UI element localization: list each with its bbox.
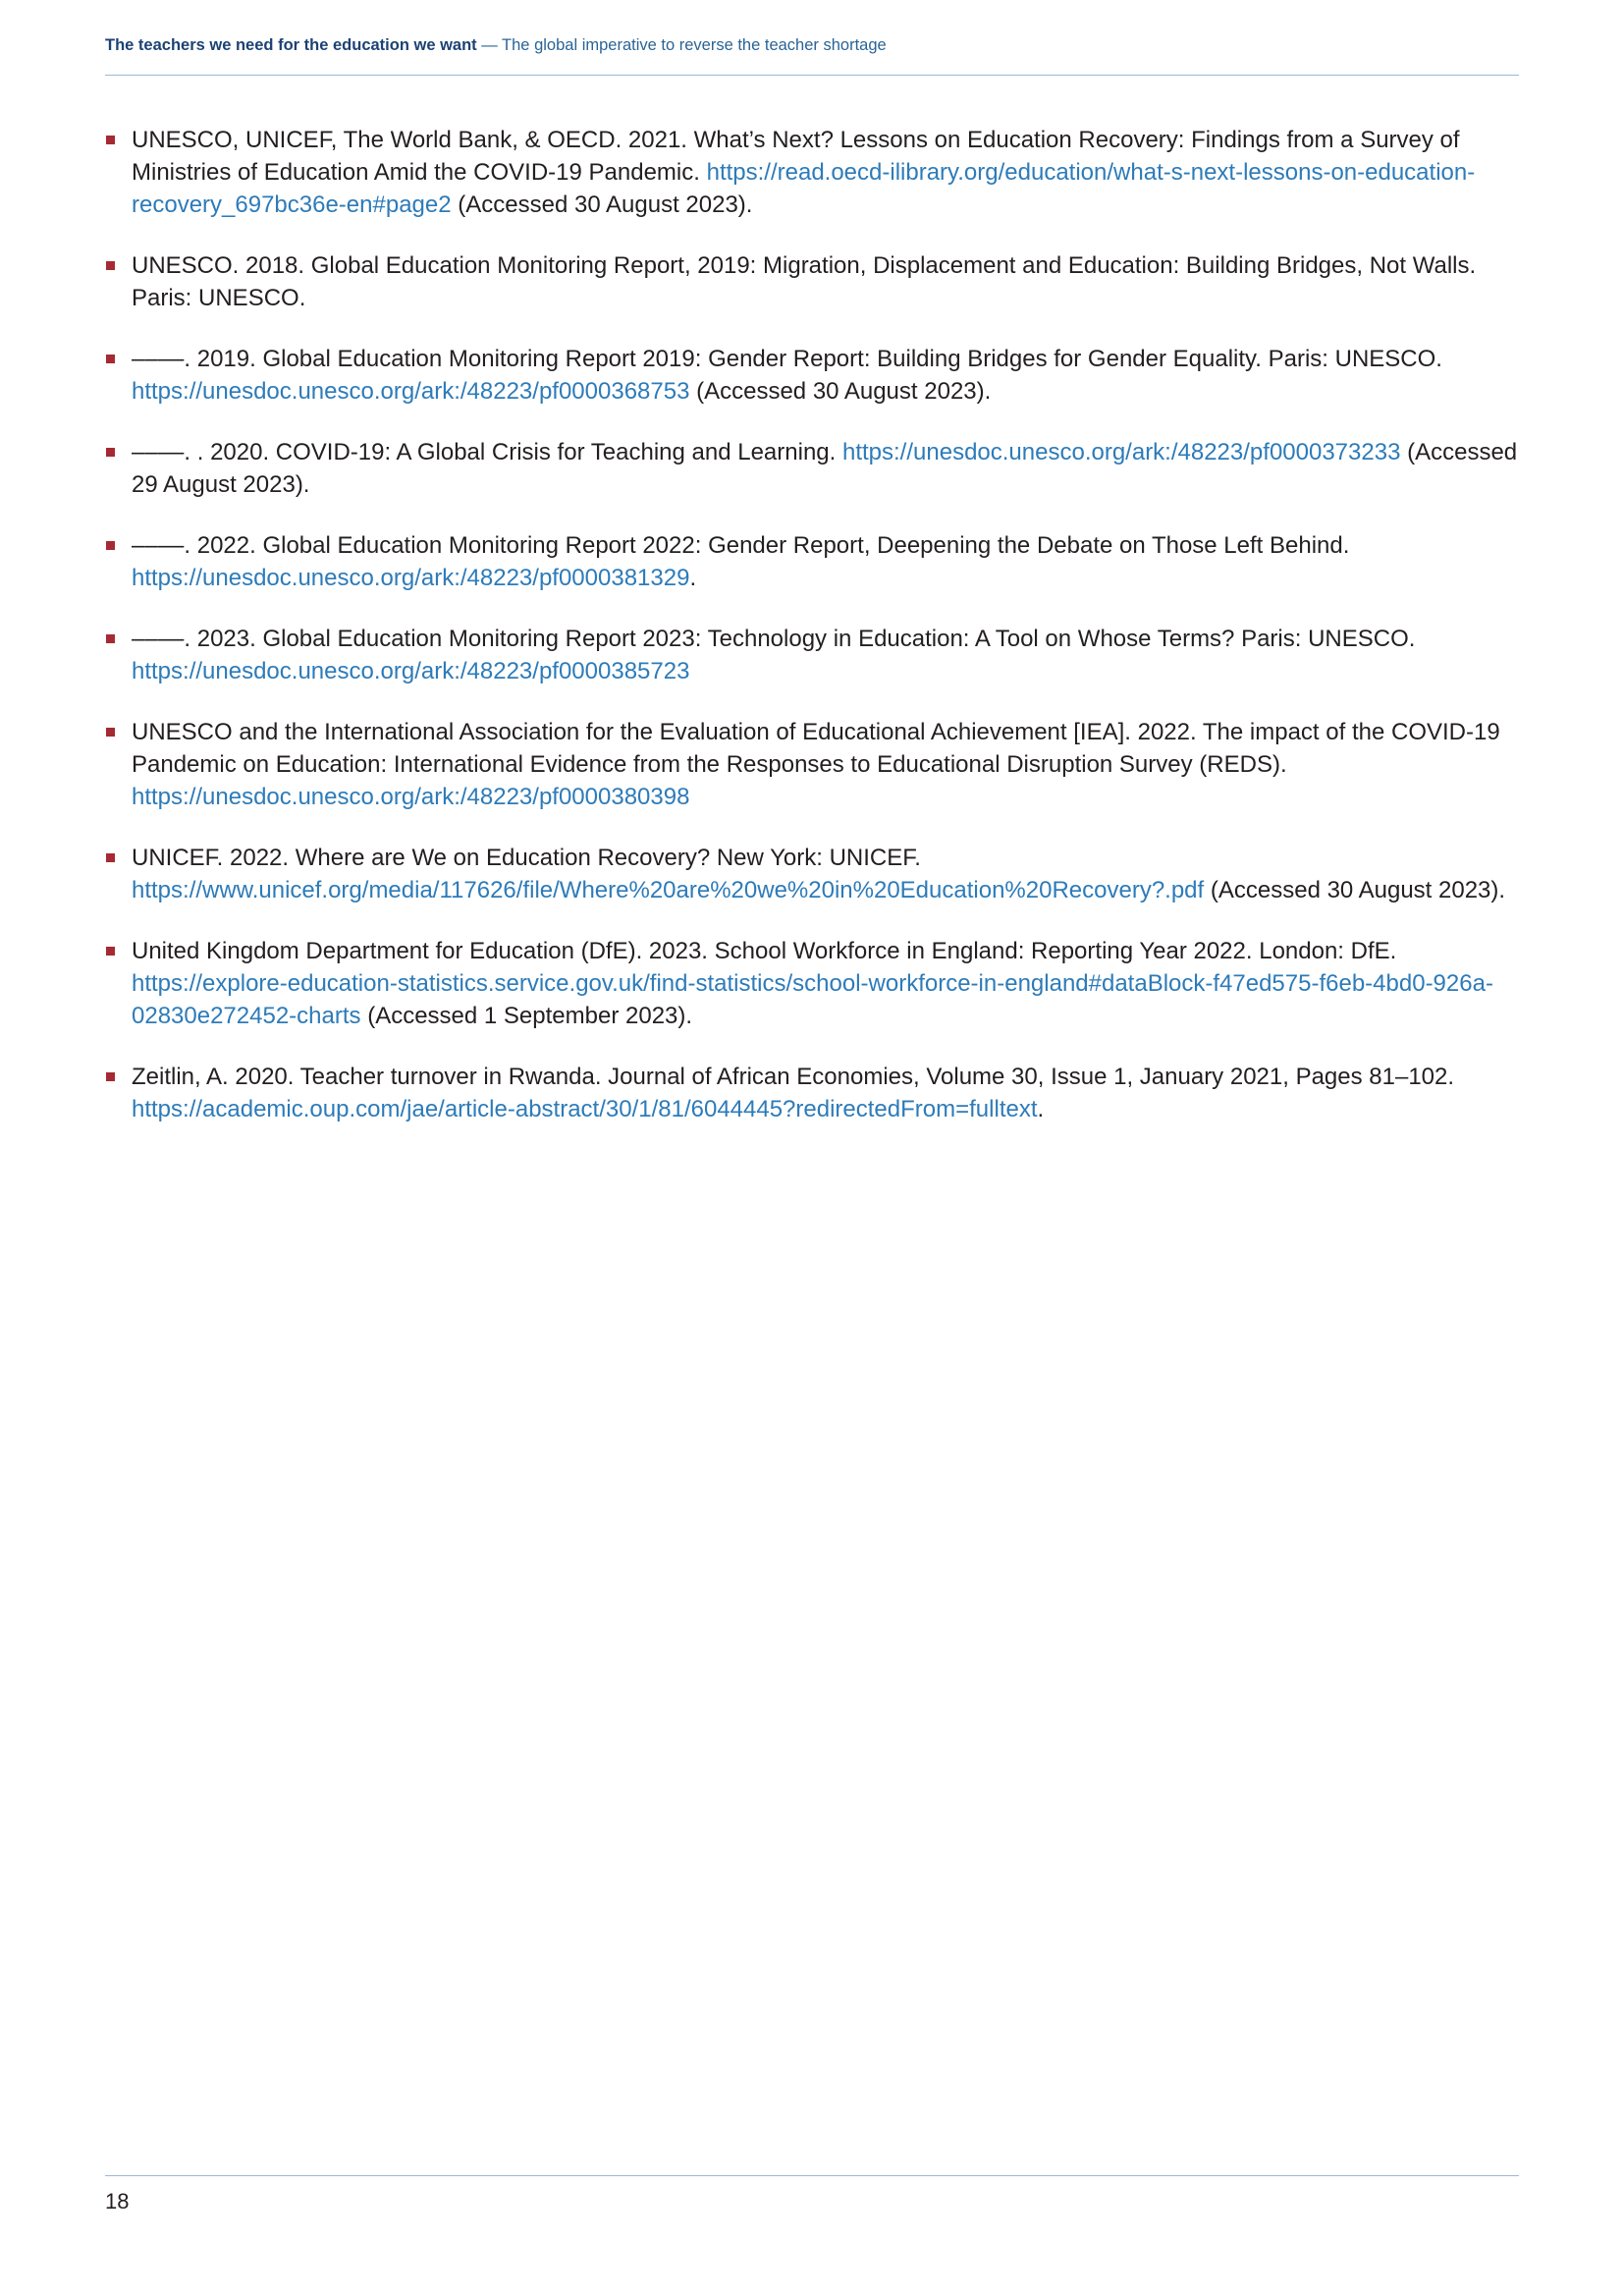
report-subtitle: — The global imperative to reverse the teacher shortage: [481, 36, 887, 54]
reference-link[interactable]: https://www.unicef.org/media/117626/file/Where%20are%20we%20in%20Education%20Recovery?.pdf: [132, 877, 1205, 903]
reference-text-segment: United Kingdom Department for Education (DfE). 2023. School Workforce in England: Reporting Year 2022. London: DfE.: [132, 938, 1397, 964]
reference-text-segment: (Accessed 30 August 2023).: [451, 191, 753, 218]
reference-link[interactable]: https://unesdoc.unesco.org/ark:/48223/pf0000385723: [132, 658, 690, 684]
reference-text-segment: ––––. 2022. Global Education Monitoring Report 2022: Gender Report, Deepening the Debate on Those Left Behind.: [132, 532, 1350, 559]
reference-link[interactable]: https://explore-education-statistics.service.gov.uk/find-statistics/school-workforce-in-england#dataBlock-f47ed575-f6eb-4bd0-926a-02830e272452-charts: [132, 970, 1493, 1029]
reference-item: [105, 842, 1519, 906]
reference-link[interactable]: https://unesdoc.unesco.org/ark:/48223/pf0000368753: [132, 378, 690, 405]
header-rule: [105, 75, 1519, 76]
list-bullet-icon: [106, 947, 115, 956]
reference-text-segment: ––––. 2023. Global Education Monitoring Report 2023: Technology in Education: A Tool on Whose Terms? Paris: UNESCO.: [132, 626, 1416, 652]
list-bullet-icon: [106, 1072, 115, 1081]
reference-text-segment: (Accessed 30 August 2023).: [1204, 877, 1506, 903]
reference-item: [105, 343, 1519, 408]
reference-item: [105, 249, 1519, 314]
list-bullet-icon: [106, 541, 115, 550]
list-bullet-icon: [106, 448, 115, 457]
reference-text-segment: (Accessed 1 September 2023).: [360, 1003, 693, 1029]
reference-link[interactable]: https://unesdoc.unesco.org/ark:/48223/pf0000381329: [132, 565, 690, 591]
list-bullet-icon: [106, 853, 115, 862]
reference-text-segment: UNESCO, UNICEF, The World Bank, & OECD. 2021. What’s Next? Lessons on Education Recovery: Findings from a Survey of Ministries of Education Amid the COVID-19 Pandemic.: [132, 127, 1460, 186]
references-list: [105, 124, 1519, 1154]
reference-text-segment: .: [1037, 1096, 1045, 1122]
footer-rule: [105, 2175, 1519, 2176]
page-footer: [105, 2175, 1519, 2214]
list-bullet-icon: [106, 261, 115, 270]
reference-text-segment: .: [689, 565, 697, 591]
reference-link[interactable]: https://unesdoc.unesco.org/ark:/48223/pf0000373233: [841, 439, 1401, 465]
reference-text-segment: (Accessed 30 August 2023).: [689, 378, 992, 405]
list-bullet-icon: [106, 355, 115, 363]
reference-text-segment: UNESCO and the International Association for the Evaluation of Educational Achievement [IEA]. 2022. The impact of the COVID-19 Pandemic on Education: International Evidence from the Responses to Educational Disruption Survey (REDS).: [132, 719, 1500, 778]
reference-text-segment: UNICEF. 2022. Where are We on Education Recovery? New York: UNICEF.: [132, 845, 921, 871]
report-title: The teachers we need for the education we want: [105, 36, 477, 54]
reference-text-segment: (Accessed 29 August 2023).: [132, 439, 1518, 498]
page-number: 18: [105, 2189, 130, 2214]
list-bullet-icon: [106, 728, 115, 737]
reference-item: [105, 436, 1519, 501]
reference-item: [105, 529, 1519, 594]
reference-item: [105, 935, 1519, 1032]
reference-text-segment: ––––. 2019. Global Education Monitoring Report 2019: Gender Report: Building Bridges for Gender Equality. Paris: UNESCO.: [132, 346, 1442, 372]
running-head: [105, 35, 1519, 56]
list-bullet-icon: [106, 634, 115, 643]
reference-link[interactable]: https://unesdoc.unesco.org/ark:/48223/pf0000380398: [132, 784, 690, 810]
reference-text-segment: Zeitlin, A. 2020. Teacher turnover in Rwanda. Journal of African Economies, Volume 30, Issue 1, January 2021, Pages 81–102.: [132, 1064, 1455, 1090]
reference-link[interactable]: https://read.oecd-ilibrary.org/education/what-s-next-lessons-on-education-recovery_697bc36e-en#page2: [132, 159, 1476, 218]
reference-item: [105, 623, 1519, 687]
reference-link[interactable]: https://academic.oup.com/jae/article-abstract/30/1/81/6044445?redirectedFrom=fulltext: [132, 1096, 1038, 1122]
reference-text-segment: ––––. . 2020. COVID-19: A Global Crisis for Teaching and Learning.: [132, 439, 842, 465]
reference-item: [105, 124, 1519, 221]
reference-text-segment: UNESCO. 2018. Global Education Monitoring Report, 2019: Migration, Displacement and Education: Building Bridges, Not Walls. Paris: UNESCO.: [132, 252, 1477, 311]
page-header: [105, 35, 1519, 76]
reference-item: [105, 1061, 1519, 1125]
list-bullet-icon: [106, 136, 115, 144]
reference-item: [105, 716, 1519, 813]
